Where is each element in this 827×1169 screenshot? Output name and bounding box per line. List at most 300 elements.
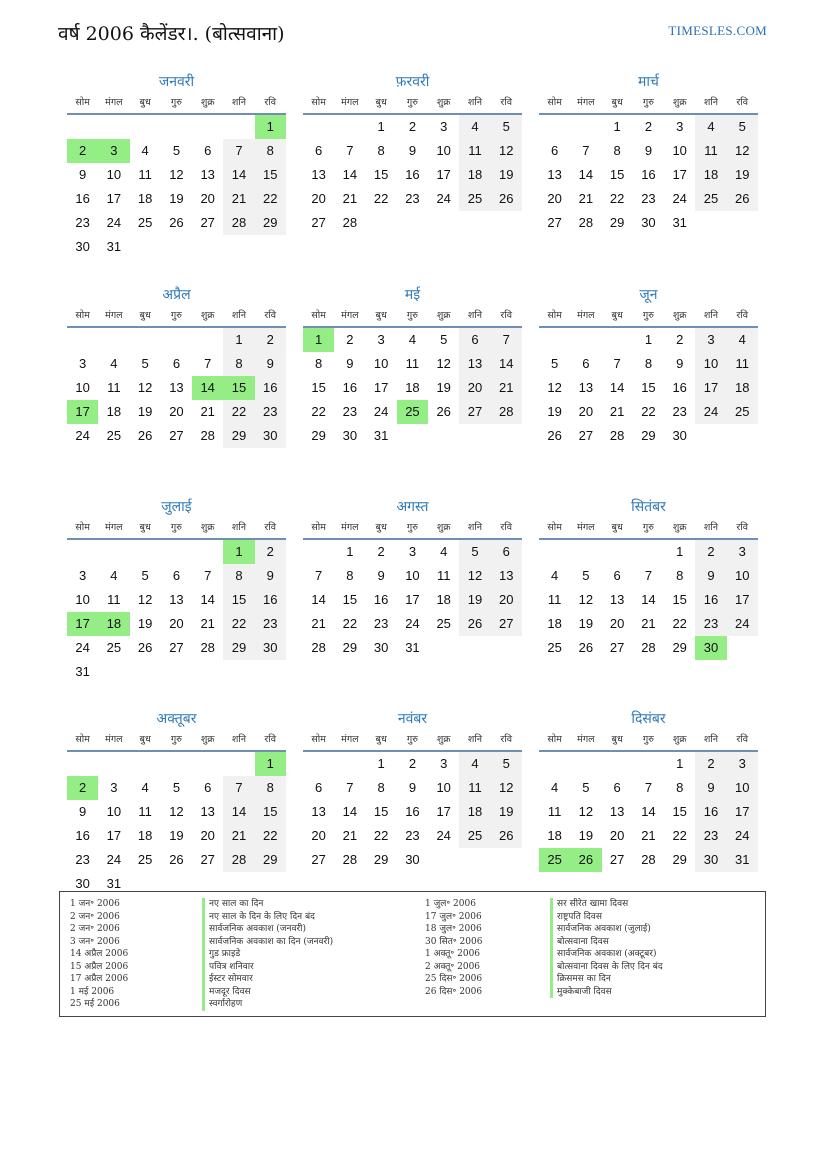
day-cell: 4	[459, 115, 490, 139]
day-cell: 20	[200, 191, 215, 206]
day-cell: 9	[408, 143, 417, 158]
month-10	[67, 708, 286, 896]
weekday-header	[303, 518, 522, 540]
day-cell: 17	[695, 376, 726, 400]
day-cell: 8	[644, 356, 653, 371]
empty-cell	[633, 540, 664, 564]
empty-cell	[192, 752, 223, 776]
weekday-label: बुध	[139, 734, 151, 745]
day-cell: 7	[613, 356, 621, 371]
day-cell: 16	[695, 588, 726, 612]
weekday-header	[539, 306, 758, 328]
day-cell: 5	[172, 143, 181, 158]
empty-cell	[539, 328, 570, 352]
day-cell: 14	[342, 804, 358, 819]
day-cell: 22	[255, 187, 286, 211]
legend-holiday-name: नए साल के दिन के लिए दिन बंद	[202, 911, 333, 924]
day-cell: 8	[223, 564, 254, 588]
day-cell: 14	[491, 352, 522, 376]
legend-date: 18 जुल॰ 2006	[425, 924, 482, 934]
weekday-label: रवि	[500, 97, 513, 108]
day-cell: 1	[676, 756, 684, 771]
holiday-legend	[59, 891, 766, 1017]
day-grid	[67, 752, 286, 896]
empty-cell	[602, 540, 633, 564]
weekday-label: शनि	[231, 97, 247, 108]
empty-cell	[67, 540, 98, 564]
weekday-header	[67, 730, 286, 752]
day-cell: 25	[436, 616, 451, 631]
day-cell: 28	[342, 215, 358, 230]
day-cell: 30	[641, 215, 656, 230]
day-cell: 1	[223, 328, 254, 352]
weekday-label: रवि	[264, 734, 277, 745]
day-cell: 11	[436, 568, 451, 583]
day-cell: 28	[200, 640, 215, 655]
day-cell: 17	[727, 800, 758, 824]
day-cell: 14	[342, 167, 358, 182]
day-cell: 27	[200, 852, 215, 867]
month-name: अप्रैल	[162, 287, 191, 303]
day-cell: 15	[255, 163, 286, 187]
day-cell: 26	[491, 187, 522, 211]
day-cell: 30	[255, 636, 286, 660]
day-cell: 7	[204, 356, 212, 371]
weekday-label: शनि	[231, 310, 247, 321]
day-cell: 31	[75, 664, 90, 679]
day-grid	[303, 540, 522, 660]
day-cell: 8	[255, 776, 286, 800]
day-cell: 19	[137, 404, 153, 419]
day-grid	[303, 115, 522, 235]
day-cell: 15	[609, 167, 625, 182]
holiday-day-cell: 17	[67, 400, 98, 424]
day-cell: 14	[311, 592, 326, 607]
legend-left-dates	[70, 898, 128, 1011]
day-cell: 29	[672, 640, 687, 655]
day-cell: 16	[373, 592, 389, 607]
day-cell: 18	[695, 163, 726, 187]
day-cell: 5	[727, 115, 758, 139]
weekday-label: मंगल	[105, 97, 123, 108]
day-cell: 13	[547, 167, 562, 182]
day-cell: 18	[137, 191, 153, 206]
day-cell: 10	[436, 780, 451, 795]
weekday-label: गुरु	[170, 522, 182, 533]
day-cell: 30	[255, 424, 286, 448]
day-cell: 25	[459, 824, 490, 848]
holiday-day-cell: 14	[192, 376, 223, 400]
day-cell: 12	[491, 139, 522, 163]
day-cell: 28	[311, 640, 326, 655]
day-cell: 5	[582, 568, 590, 583]
day-cell: 9	[695, 776, 726, 800]
day-cell: 29	[255, 848, 286, 872]
day-cell: 13	[578, 380, 594, 395]
weekday-header	[67, 518, 286, 540]
weekday-label: शुक्र	[672, 310, 687, 321]
weekday-label: गुरु	[642, 734, 654, 745]
day-cell: 29	[255, 211, 286, 235]
holiday-day-cell: 2	[67, 776, 98, 800]
day-cell: 2	[255, 328, 286, 352]
day-cell: 22	[223, 612, 254, 636]
day-cell: 28	[641, 852, 656, 867]
day-grid	[67, 328, 286, 448]
day-cell: 20	[311, 191, 326, 206]
weekday-label: सोम	[311, 310, 326, 321]
weekday-label: सोम	[547, 310, 562, 321]
day-cell: 27	[311, 215, 326, 230]
day-cell: 3	[695, 328, 726, 352]
day-cell: 8	[255, 139, 286, 163]
day-cell: 6	[613, 568, 621, 583]
day-cell: 1	[613, 119, 621, 134]
day-cell: 10	[727, 776, 758, 800]
legend-date: 15 अप्रैल 2006	[70, 961, 129, 972]
empty-cell	[602, 328, 633, 352]
weekday-label: शनि	[703, 522, 719, 533]
empty-cell	[161, 540, 192, 564]
empty-cell	[602, 752, 633, 776]
weekday-label: बुध	[611, 97, 623, 108]
day-cell: 18	[405, 380, 420, 395]
month-8	[303, 496, 522, 660]
month-1	[67, 71, 286, 259]
day-cell: 21	[200, 404, 215, 419]
day-cell: 11	[405, 356, 420, 371]
day-cell: 16	[255, 376, 286, 400]
day-cell: 19	[491, 163, 522, 187]
empty-cell	[192, 540, 223, 564]
weekday-label: शनि	[467, 734, 483, 745]
day-cell: 19	[137, 616, 153, 631]
day-cell: 5	[551, 356, 559, 371]
day-cell: 21	[223, 824, 254, 848]
day-cell: 7	[315, 568, 323, 583]
weekday-label: मंगल	[577, 734, 595, 745]
day-cell: 15	[373, 804, 389, 819]
month-name: दिसंबर	[631, 711, 666, 727]
weekday-label: शुक्र	[200, 522, 215, 533]
weekday-label: शुक्र	[200, 97, 215, 108]
legend-holiday-name: सार्वजनिक अवकाश (जुलाई)	[550, 923, 663, 936]
day-cell: 12	[491, 776, 522, 800]
day-cell: 8	[676, 568, 684, 583]
empty-cell	[570, 115, 601, 139]
day-cell: 30	[342, 428, 358, 443]
day-cell: 2	[377, 544, 385, 559]
weekday-header	[539, 730, 758, 752]
day-cell: 27	[609, 640, 625, 655]
empty-cell	[130, 115, 161, 139]
day-cell: 18	[137, 828, 153, 843]
day-cell: 26	[547, 428, 562, 443]
day-cell: 23	[342, 404, 358, 419]
day-cell: 4	[727, 328, 758, 352]
day-cell: 6	[172, 568, 181, 583]
legend-date: 2 जन॰ 2006	[70, 924, 120, 934]
weekday-label: गुरु	[170, 734, 182, 745]
day-cell: 12	[547, 380, 562, 395]
day-cell: 27	[578, 428, 594, 443]
day-cell: 24	[727, 824, 758, 848]
day-cell: 9	[255, 564, 286, 588]
legend-date: 1 जन॰ 2006	[70, 899, 120, 909]
legend-date: 1 अक्तू॰ 2006	[425, 949, 481, 959]
day-cell: 2	[644, 119, 653, 134]
day-cell: 11	[138, 167, 152, 182]
day-cell: 16	[695, 800, 726, 824]
month-12	[539, 708, 758, 872]
weekday-label: सोम	[547, 522, 562, 533]
day-cell: 4	[459, 752, 490, 776]
day-cell: 15	[255, 800, 286, 824]
day-cell: 11	[547, 804, 562, 819]
day-cell: 25	[137, 215, 153, 230]
empty-cell	[161, 115, 192, 139]
day-cell: 6	[613, 780, 621, 795]
day-cell: 30	[75, 876, 90, 891]
day-cell: 23	[695, 612, 726, 636]
day-cell: 24	[75, 640, 90, 655]
legend-date: 2 जन॰ 2006	[70, 911, 120, 922]
weekday-label: शुक्र	[672, 97, 687, 108]
day-cell: 28	[342, 852, 358, 867]
day-cell: 10	[405, 568, 420, 583]
day-cell: 13	[311, 167, 326, 182]
day-cell: 22	[342, 616, 358, 631]
day-cell: 9	[408, 780, 417, 795]
day-cell: 29	[223, 424, 254, 448]
legend-holiday-name: राष्ट्रपति दिवस	[550, 911, 663, 924]
day-cell: 18	[547, 616, 562, 631]
day-cell: 24	[672, 191, 687, 206]
weekday-header	[67, 93, 286, 115]
day-cell: 31	[373, 428, 389, 443]
day-cell: 25	[459, 187, 490, 211]
legend-date: 1 जुल॰ 2006	[425, 899, 476, 909]
day-cell: 24	[106, 215, 122, 230]
day-cell: 21	[491, 376, 522, 400]
day-cell: 21	[311, 616, 326, 631]
day-cell: 2	[695, 752, 726, 776]
day-cell: 20	[459, 376, 490, 400]
day-cell: 3	[727, 540, 758, 564]
legend-holiday-name: मजदूर दिवस	[202, 986, 333, 999]
weekday-label: सोम	[547, 734, 562, 745]
day-cell: 6	[491, 540, 522, 564]
day-cell: 7	[582, 143, 590, 158]
day-cell: 6	[459, 328, 490, 352]
day-cell: 9	[346, 356, 354, 371]
day-cell: 13	[459, 352, 490, 376]
day-cell: 21	[641, 616, 656, 631]
day-cell: 20	[200, 828, 215, 843]
weekday-label: गुरु	[170, 97, 182, 108]
day-cell: 26	[169, 215, 184, 230]
day-grid	[539, 328, 758, 448]
legend-holiday-name: सर सीरेत खामा दिवस	[550, 898, 663, 911]
empty-cell	[161, 328, 192, 352]
day-cell: 13	[491, 564, 522, 588]
empty-cell	[98, 540, 129, 564]
day-cell: 22	[672, 828, 687, 843]
weekday-label: मंगल	[105, 310, 123, 321]
weekday-label: गुरु	[642, 97, 654, 108]
day-cell: 9	[79, 804, 87, 819]
month-5	[303, 284, 522, 448]
day-cell: 28	[223, 211, 254, 235]
legend-right-names	[550, 898, 663, 998]
legend-holiday-name: पवित्र शनिवार	[202, 961, 333, 974]
day-cell: 5	[172, 780, 181, 795]
day-cell: 21	[223, 187, 254, 211]
day-cell: 10	[727, 564, 758, 588]
day-grid	[67, 115, 286, 259]
empty-cell	[130, 328, 161, 352]
weekday-label: रवि	[736, 97, 749, 108]
day-cell: 13	[609, 592, 625, 607]
day-cell: 26	[436, 404, 451, 419]
holiday-day-cell: 1	[255, 115, 286, 139]
day-cell: 12	[578, 804, 594, 819]
month-name: जुलाई	[161, 499, 192, 515]
day-cell: 22	[311, 404, 326, 419]
day-cell: 27	[169, 640, 184, 655]
weekday-label: मंगल	[577, 522, 595, 533]
day-cell: 12	[137, 592, 153, 607]
weekday-label: शुक्र	[200, 310, 215, 321]
empty-cell	[570, 328, 601, 352]
day-cell: 1	[377, 119, 385, 134]
day-cell: 26	[459, 612, 490, 636]
day-cell: 4	[695, 115, 726, 139]
empty-cell	[192, 115, 223, 139]
day-cell: 13	[169, 380, 184, 395]
legend-holiday-name: स्वर्गारोहण	[202, 998, 333, 1011]
day-cell: 8	[346, 568, 354, 583]
weekday-label: सोम	[75, 310, 90, 321]
weekday-label: रवि	[500, 734, 513, 745]
day-cell: 17	[106, 828, 122, 843]
day-cell: 21	[609, 404, 625, 419]
day-cell: 23	[373, 616, 389, 631]
site-link[interactable]: TIMESLES.COM	[668, 23, 767, 38]
day-cell: 1	[644, 332, 653, 347]
legend-holiday-name: सार्वजनिक अवकाश (अक्टूबर)	[550, 948, 663, 961]
day-cell: 17	[106, 191, 122, 206]
day-cell: 1	[676, 544, 684, 559]
day-cell: 2	[408, 756, 417, 771]
day-cell: 30	[405, 852, 420, 867]
day-cell: 7	[204, 568, 212, 583]
day-cell: 15	[373, 167, 389, 182]
day-cell: 9	[644, 143, 653, 158]
empty-cell	[130, 752, 161, 776]
weekday-label: सोम	[311, 522, 326, 533]
day-cell: 21	[342, 191, 358, 206]
day-cell: 30	[695, 848, 726, 872]
day-cell: 29	[223, 636, 254, 660]
month-6	[539, 284, 758, 448]
holiday-day-cell: 3	[98, 139, 129, 163]
weekday-header	[303, 306, 522, 328]
day-cell: 29	[373, 852, 389, 867]
day-cell: 20	[547, 191, 562, 206]
empty-cell	[130, 540, 161, 564]
day-grid	[539, 115, 758, 235]
weekday-label: बुध	[139, 522, 151, 533]
empty-cell	[570, 540, 601, 564]
day-cell: 10	[75, 380, 90, 395]
day-cell: 7	[223, 776, 254, 800]
weekday-label: रवि	[736, 734, 749, 745]
weekday-label: गुरु	[406, 734, 418, 745]
day-cell: 13	[200, 804, 215, 819]
weekday-label: रवि	[500, 522, 513, 533]
day-cell: 24	[695, 400, 726, 424]
day-cell: 20	[491, 588, 522, 612]
day-cell: 13	[311, 804, 326, 819]
weekday-label: बुध	[375, 97, 387, 108]
day-cell: 1	[346, 544, 354, 559]
day-cell: 29	[311, 428, 326, 443]
weekday-label: सोम	[75, 522, 90, 533]
day-cell: 27	[200, 215, 215, 230]
weekday-label: गुरु	[642, 310, 654, 321]
day-cell: 26	[491, 824, 522, 848]
day-cell: 14	[578, 167, 594, 182]
day-cell: 17	[727, 588, 758, 612]
day-cell: 5	[491, 115, 522, 139]
holiday-day-cell: 1	[223, 540, 254, 564]
day-cell: 5	[141, 568, 149, 583]
day-cell: 11	[459, 776, 490, 800]
day-cell: 7	[346, 780, 354, 795]
day-cell: 7	[491, 328, 522, 352]
legend-date: 25 दिस॰ 2006	[425, 974, 483, 984]
weekday-label: शनि	[467, 97, 483, 108]
weekday-label: रवि	[736, 310, 749, 321]
day-cell: 25	[695, 187, 726, 211]
day-cell: 3	[377, 332, 385, 347]
day-cell: 12	[578, 592, 594, 607]
day-cell: 9	[79, 167, 87, 182]
day-cell: 13	[169, 592, 184, 607]
weekday-label: शनि	[231, 522, 247, 533]
weekday-header	[539, 518, 758, 540]
day-grid	[303, 752, 522, 872]
legend-date: 17 अप्रैल 2006	[70, 974, 129, 984]
day-cell: 20	[609, 828, 625, 843]
legend-holiday-name: सार्वजनिक अवकाश का दिन (जनवरी)	[202, 936, 333, 949]
day-cell: 6	[172, 356, 181, 371]
day-cell: 12	[436, 356, 451, 371]
month-name: अगस्त	[396, 499, 429, 515]
day-cell: 29	[672, 852, 687, 867]
day-cell: 20	[169, 404, 184, 419]
day-cell: 10	[695, 352, 726, 376]
weekday-header	[67, 306, 286, 328]
month-name: जून	[639, 287, 658, 303]
day-cell: 11	[695, 139, 726, 163]
day-cell: 13	[609, 804, 625, 819]
legend-date: 17 जुल॰ 2006	[425, 911, 482, 922]
day-cell: 2	[346, 332, 354, 347]
weekday-label: सोम	[75, 97, 90, 108]
day-cell: 7	[644, 780, 653, 795]
